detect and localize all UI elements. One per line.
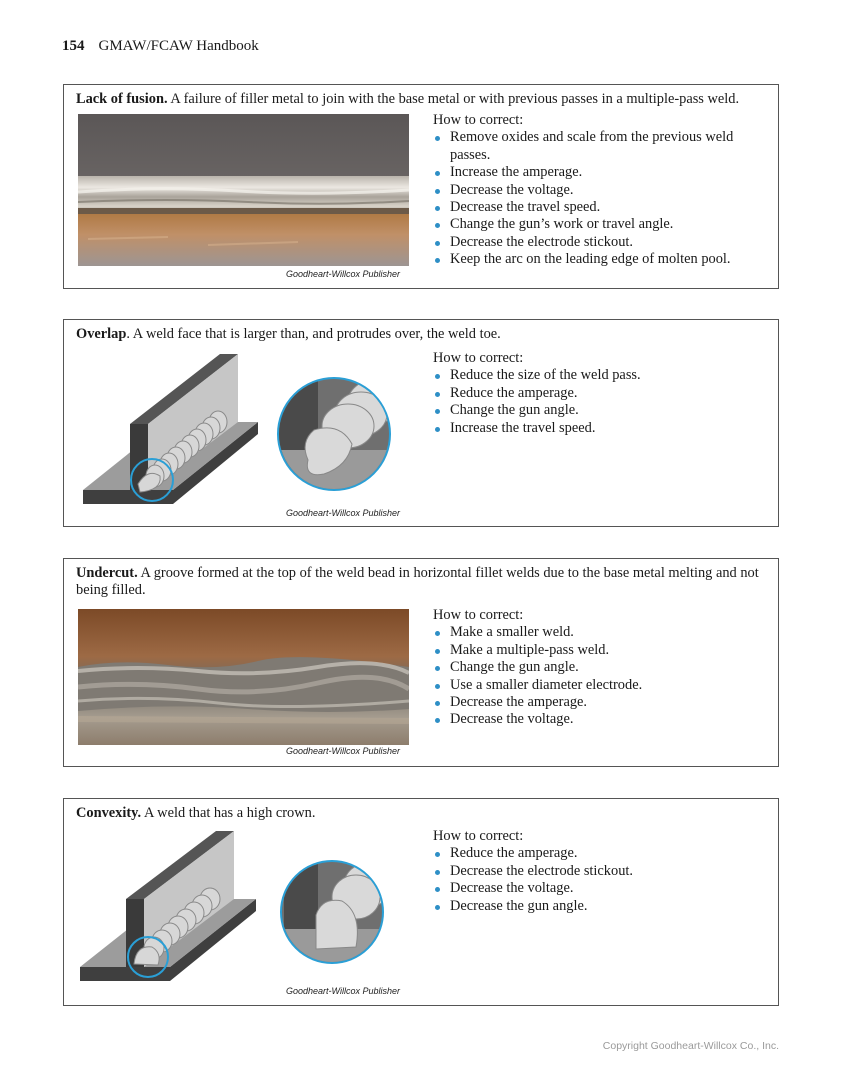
overlap-corrections [433, 350, 773, 437]
list-item: Decrease the travel speed. [433, 199, 773, 216]
list-item: Use a smaller diameter electrode. [433, 677, 773, 694]
list-item: Change the gun’s work or travel angle. [433, 216, 773, 233]
list-item: Decrease the electrode stickout. [433, 863, 773, 880]
convexity-corrections [433, 828, 773, 915]
lack-of-fusion-description [76, 91, 774, 108]
list-item: Increase the travel speed. [433, 420, 773, 437]
term-heading: Undercut. [76, 565, 138, 581]
term-definition: A failure of filler metal to join with the base metal or with previous passes in a multiple-pass weld. [170, 91, 740, 107]
how-to-correct-label: How to correct: [433, 350, 524, 366]
list-item: Decrease the amperage. [433, 694, 773, 711]
copyright-notice: Copyright Goodheart-Willcox Co., Inc. [602, 1040, 779, 1052]
page-header [62, 38, 259, 55]
illustration-credit: Goodheart-Willcox Publisher [286, 508, 400, 518]
how-to-correct-label: How to correct: [433, 112, 524, 128]
how-to-correct-label: How to correct: [433, 607, 524, 623]
undercut-panel [63, 558, 779, 767]
how-to-correct-label: How to correct: [433, 828, 524, 844]
correction-list [433, 129, 773, 268]
list-item: Make a multiple-pass weld. [433, 642, 773, 659]
list-item: Decrease the voltage. [433, 182, 773, 199]
list-item: Increase the amperage. [433, 164, 773, 181]
overlap-description [76, 326, 774, 343]
undercut-corrections [433, 607, 773, 729]
list-item: Decrease the electrode stickout. [433, 234, 773, 251]
lack-of-fusion-panel [63, 84, 779, 289]
convexity-illustration [78, 829, 418, 984]
lack-of-fusion-photo [78, 114, 409, 266]
list-item: Reduce the amperage. [433, 385, 773, 402]
correction-list [433, 624, 773, 728]
convexity-panel [63, 798, 779, 1006]
term-heading: Convexity. [76, 805, 142, 821]
term-definition: . A weld face that is larger than, and protrudes over, the weld toe. [126, 326, 501, 342]
list-item: Remove oxides and scale from the previous weld passes. [433, 129, 773, 164]
book-title: GMAW/FCAW Handbook [98, 38, 259, 54]
list-item: Decrease the gun angle. [433, 898, 773, 915]
correction-list [433, 367, 773, 437]
list-item: Change the gun angle. [433, 402, 773, 419]
overlap-illustration [78, 350, 418, 510]
list-item: Reduce the amperage. [433, 845, 773, 862]
page-number: 154 [62, 38, 85, 54]
photo-credit: Goodheart-Willcox Publisher [286, 746, 400, 756]
list-item: Decrease the voltage. [433, 880, 773, 897]
list-item: Reduce the size of the weld pass. [433, 367, 773, 384]
photo-credit: Goodheart-Willcox Publisher [286, 269, 400, 279]
overlap-panel [63, 319, 779, 527]
list-item: Change the gun angle. [433, 659, 773, 676]
convexity-description [76, 805, 774, 822]
correction-list [433, 845, 773, 915]
lack-of-fusion-corrections [433, 112, 773, 269]
illustration-credit: Goodheart-Willcox Publisher [286, 986, 400, 996]
term-heading: Lack of fusion. [76, 91, 168, 107]
list-item: Keep the arc on the leading edge of molten pool. [433, 251, 773, 268]
undercut-description [76, 565, 774, 599]
list-item: Make a smaller weld. [433, 624, 773, 641]
term-heading: Overlap [76, 326, 127, 342]
term-definition: A weld that has a high crown. [143, 805, 316, 821]
undercut-photo [78, 609, 409, 745]
list-item: Decrease the voltage. [433, 711, 773, 728]
term-definition: A groove formed at the top of the weld bead in horizontal fillet welds due to the base metal melting and not being filled. [76, 565, 759, 598]
